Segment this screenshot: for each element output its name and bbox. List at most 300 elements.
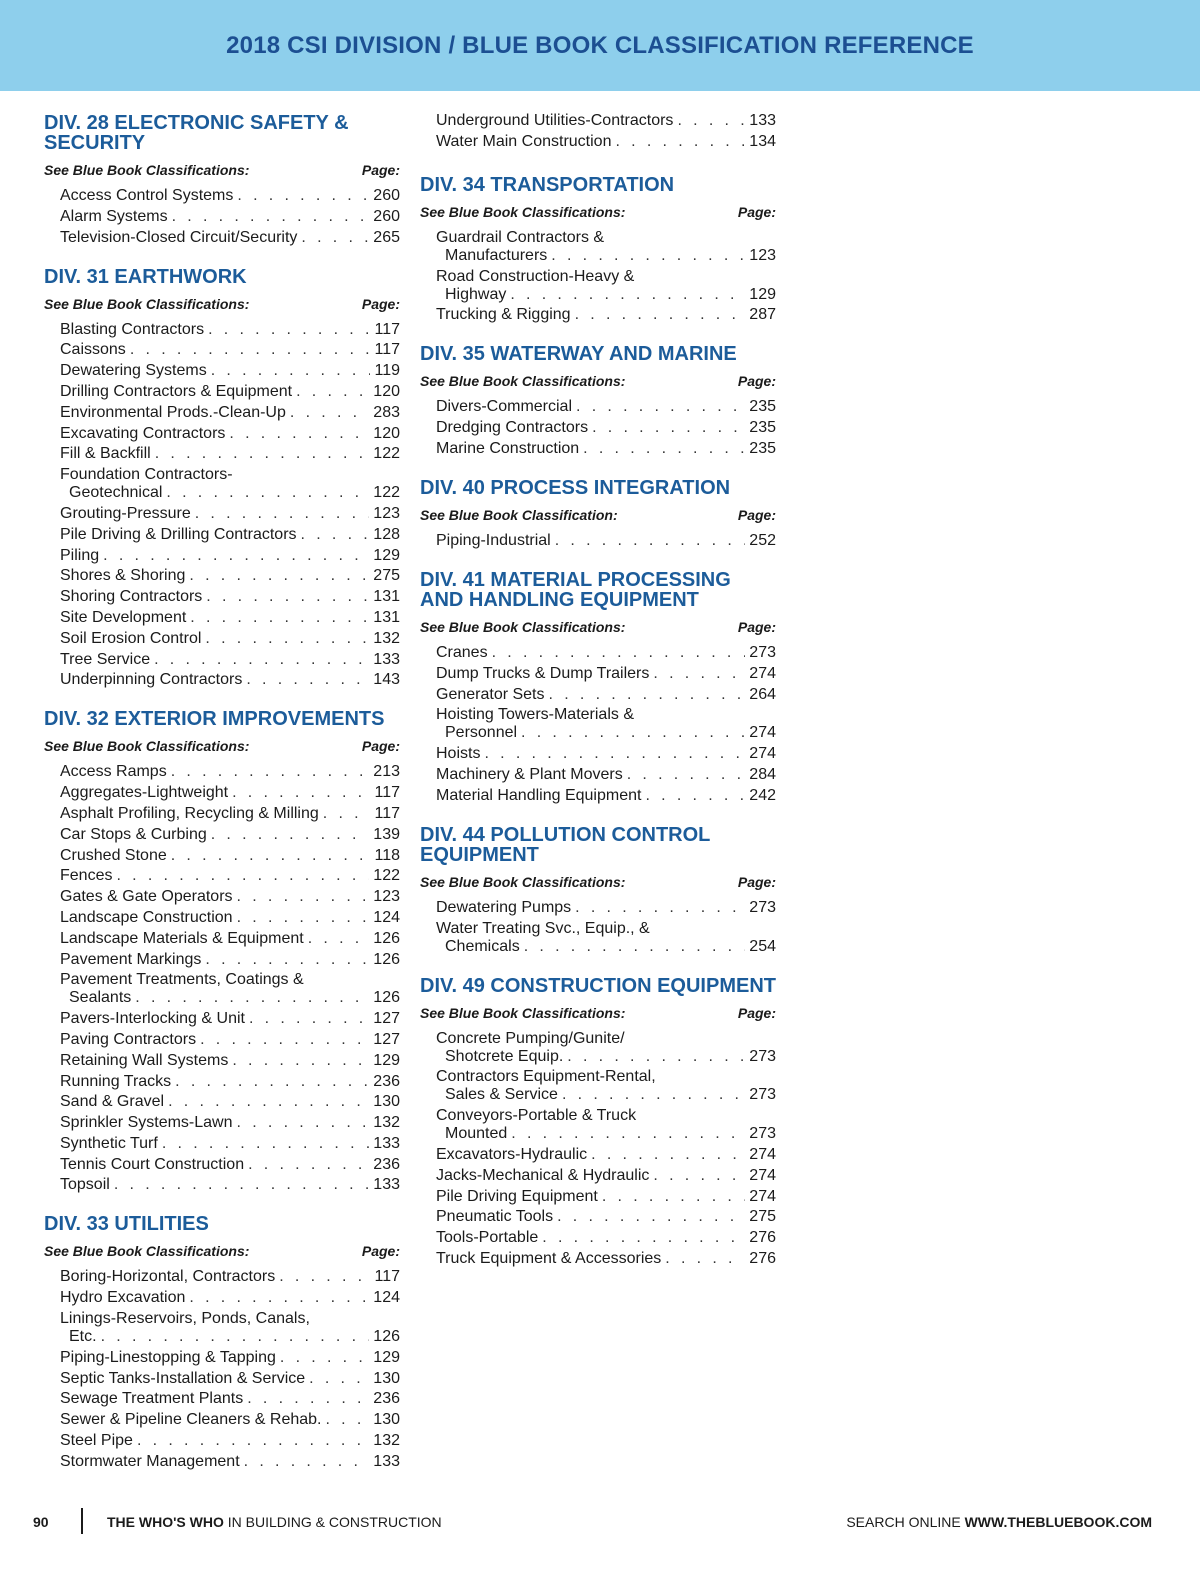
dot-leader bbox=[524, 938, 746, 956]
list-item bbox=[436, 398, 776, 416]
page-column-label: Page: bbox=[361, 738, 400, 755]
dot-leader bbox=[555, 532, 746, 550]
dot-leader bbox=[645, 787, 745, 805]
item-row bbox=[60, 630, 400, 648]
item-page: 127 bbox=[373, 1030, 400, 1048]
list-item bbox=[60, 1289, 400, 1307]
dot-leader bbox=[665, 1250, 745, 1268]
dot-leader bbox=[576, 398, 745, 416]
item-row bbox=[60, 1432, 400, 1450]
page-column-label: Page: bbox=[737, 373, 776, 390]
item-label: Blasting Contractors bbox=[60, 320, 205, 338]
list-item bbox=[436, 419, 776, 437]
item-page: 283 bbox=[373, 403, 400, 421]
item-row bbox=[436, 724, 776, 742]
item-page: 117 bbox=[374, 784, 400, 802]
list-item bbox=[60, 909, 400, 927]
item-label-line1: Contractors Equipment-Rental, bbox=[436, 1068, 656, 1086]
item-page: 275 bbox=[373, 567, 400, 585]
division-section bbox=[44, 709, 400, 1194]
classifications-header bbox=[420, 1005, 776, 1021]
dot-leader bbox=[492, 644, 746, 662]
list-item bbox=[60, 187, 400, 205]
item-label: Sewage Treatment Plants bbox=[60, 1390, 244, 1408]
item-page: 117 bbox=[374, 320, 400, 338]
item-page: 129 bbox=[373, 1051, 400, 1069]
division-section bbox=[420, 344, 776, 458]
item-row bbox=[60, 930, 400, 948]
item-label-line1: Foundation Contractors- bbox=[60, 466, 233, 484]
dot-leader bbox=[602, 1188, 745, 1206]
item-page: 276 bbox=[749, 1229, 776, 1247]
list-item bbox=[60, 888, 400, 906]
item-label: Pneumatic Tools bbox=[436, 1208, 554, 1226]
item-page: 274 bbox=[749, 1166, 776, 1184]
dot-leader bbox=[172, 208, 370, 226]
dot-leader bbox=[323, 805, 371, 823]
item-page: 126 bbox=[373, 1328, 400, 1346]
item-row bbox=[60, 1411, 400, 1429]
item-label: Paving Contractors bbox=[60, 1030, 197, 1048]
list-item bbox=[436, 440, 776, 458]
see-classifications-label: See Blue Book Classifications: bbox=[420, 618, 626, 635]
item-page: 120 bbox=[373, 382, 400, 400]
item-row bbox=[436, 899, 776, 917]
item-label: Sand & Gravel bbox=[60, 1093, 165, 1111]
item-label: Material Handling Equipment bbox=[436, 786, 642, 804]
item-page: 143 bbox=[373, 671, 400, 689]
item-label: Asphalt Profiling, Recycling & Milling bbox=[60, 804, 319, 822]
item-row bbox=[436, 1048, 776, 1066]
item-row bbox=[436, 133, 776, 151]
item-row bbox=[436, 1167, 776, 1185]
list-item bbox=[60, 588, 400, 606]
publication-name-rest: IN BUILDING & CONSTRUCTION bbox=[223, 1514, 442, 1530]
item-label: Underpinning Contractors bbox=[60, 671, 243, 689]
item-row bbox=[60, 362, 400, 380]
right-column bbox=[420, 112, 776, 1288]
item-row bbox=[436, 112, 776, 130]
item-row bbox=[436, 286, 776, 304]
see-classifications-label: See Blue Book Classifications: bbox=[420, 1004, 626, 1021]
see-classifications-label: See Blue Book Classifications: bbox=[420, 373, 626, 390]
left-column bbox=[44, 113, 400, 1491]
item-label: Trucking & Rigging bbox=[436, 306, 571, 324]
item-label-line1: Hoisting Towers-Materials & bbox=[436, 706, 634, 724]
list-item bbox=[436, 268, 776, 304]
dot-leader bbox=[190, 609, 369, 627]
classification-list bbox=[420, 644, 776, 805]
list-item bbox=[60, 1390, 400, 1408]
list-item bbox=[436, 706, 776, 742]
item-label: Piling bbox=[60, 546, 100, 564]
item-label: Sprinkler Systems-Lawn bbox=[60, 1114, 233, 1132]
item-row bbox=[60, 1349, 400, 1367]
dot-leader bbox=[484, 745, 745, 763]
list-item bbox=[436, 644, 776, 662]
item-row bbox=[60, 826, 400, 844]
item-label: Landscape Construction bbox=[60, 908, 233, 926]
list-item bbox=[436, 787, 776, 805]
item-label: Caissons bbox=[60, 341, 126, 359]
item-label-line1: Guardrail Contractors & bbox=[436, 228, 605, 246]
item-row bbox=[60, 187, 400, 205]
item-row bbox=[60, 1268, 400, 1286]
item-row bbox=[60, 1289, 400, 1307]
item-label: Manufacturers bbox=[445, 246, 548, 264]
item-row bbox=[60, 989, 400, 1007]
list-item bbox=[60, 383, 400, 401]
list-item bbox=[60, 630, 400, 648]
division-title: DIV. 34 TRANSPORTATION bbox=[420, 173, 675, 196]
list-item bbox=[60, 1031, 400, 1049]
dot-leader bbox=[308, 930, 370, 948]
item-label: Alarm Systems bbox=[60, 207, 168, 225]
dot-leader bbox=[627, 766, 746, 784]
page-column-label: Page: bbox=[737, 506, 776, 523]
dot-leader bbox=[232, 784, 370, 802]
item-page: 129 bbox=[373, 546, 400, 564]
classification-list bbox=[420, 1030, 776, 1268]
item-page: 119 bbox=[374, 362, 400, 380]
list-item bbox=[60, 526, 400, 544]
item-page: 236 bbox=[373, 1072, 400, 1090]
list-item bbox=[60, 567, 400, 585]
list-item bbox=[436, 745, 776, 763]
list-item bbox=[60, 1135, 400, 1153]
item-label: Hoists bbox=[436, 745, 481, 763]
item-row bbox=[436, 745, 776, 763]
dot-leader bbox=[510, 286, 745, 304]
item-page: 117 bbox=[374, 341, 400, 359]
item-page: 123 bbox=[373, 504, 400, 522]
item-label: Dump Trucks & Dump Trailers bbox=[436, 664, 650, 682]
classifications-header bbox=[420, 619, 776, 635]
dot-leader bbox=[290, 404, 369, 422]
classifications-header bbox=[44, 162, 400, 178]
item-label: Machinery & Plant Movers bbox=[436, 765, 623, 783]
website-link[interactable]: WWW.THEBLUEBOOK.COM bbox=[964, 1514, 1152, 1530]
list-item bbox=[436, 112, 776, 130]
list-item bbox=[60, 362, 400, 380]
list-item bbox=[60, 1349, 400, 1367]
item-page: 129 bbox=[749, 285, 776, 303]
classification-list bbox=[420, 229, 776, 325]
division-section bbox=[44, 113, 400, 247]
dot-leader bbox=[567, 1048, 745, 1066]
classification-list bbox=[420, 112, 776, 151]
classification-list bbox=[420, 899, 776, 956]
page-header bbox=[0, 0, 1200, 91]
item-page: 274 bbox=[749, 1187, 776, 1205]
item-page: 127 bbox=[373, 1010, 400, 1028]
dot-leader bbox=[166, 484, 369, 502]
item-label-line1: Road Construction-Heavy & bbox=[436, 267, 635, 285]
dot-leader bbox=[280, 1349, 369, 1367]
item-row bbox=[60, 1390, 400, 1408]
item-row bbox=[60, 1031, 400, 1049]
item-row bbox=[436, 419, 776, 437]
list-item bbox=[60, 930, 400, 948]
list-item bbox=[60, 1114, 400, 1132]
item-page: 133 bbox=[373, 1452, 400, 1470]
division-title: DIV. 40 PROCESS INTEGRATION bbox=[420, 476, 731, 499]
item-row bbox=[436, 665, 776, 683]
dot-leader bbox=[244, 1453, 370, 1471]
item-label: Access Ramps bbox=[60, 763, 167, 781]
item-row bbox=[60, 505, 400, 523]
item-page: 133 bbox=[373, 1134, 400, 1152]
dot-leader bbox=[237, 187, 369, 205]
item-page: 264 bbox=[749, 685, 776, 703]
division-section bbox=[420, 175, 776, 325]
list-item bbox=[60, 505, 400, 523]
item-label: Shotcrete Equip. bbox=[445, 1047, 564, 1065]
item-page: 274 bbox=[749, 664, 776, 682]
item-row bbox=[436, 1250, 776, 1268]
item-label: Shoring Contractors bbox=[60, 588, 203, 606]
item-label: Synthetic Turf bbox=[60, 1134, 158, 1152]
list-item bbox=[60, 671, 400, 689]
item-row bbox=[436, 1086, 776, 1104]
item-label: Water Main Construction bbox=[436, 132, 612, 150]
division-section bbox=[420, 478, 776, 550]
item-page: 252 bbox=[749, 531, 776, 549]
see-classifications-label: See Blue Book Classifications: bbox=[420, 203, 626, 220]
dot-leader bbox=[557, 1208, 745, 1226]
list-item bbox=[60, 1411, 400, 1429]
item-row bbox=[60, 341, 400, 359]
classifications-header bbox=[44, 1243, 400, 1259]
item-label: Environmental Prods.-Clean-Up bbox=[60, 403, 286, 421]
item-label: Jacks-Mechanical & Hydraulic bbox=[436, 1166, 650, 1184]
item-page: 275 bbox=[749, 1208, 776, 1226]
item-page: 132 bbox=[373, 1432, 400, 1450]
dot-leader bbox=[189, 1289, 369, 1307]
item-row bbox=[60, 567, 400, 585]
item-page: 134 bbox=[749, 132, 776, 150]
item-label-line1: Concrete Pumping/Gunite/ bbox=[436, 1029, 625, 1047]
item-label: Sewer & Pipeline Cleaners & Rehab. bbox=[60, 1411, 322, 1429]
dot-leader bbox=[309, 1370, 369, 1388]
list-item bbox=[436, 1208, 776, 1226]
list-item bbox=[436, 920, 776, 956]
division-title: DIV. 41 MATERIAL PROCESSING AND HANDLING EQUIPMENT bbox=[420, 568, 731, 611]
classification-list bbox=[420, 398, 776, 458]
dot-leader bbox=[208, 321, 370, 339]
item-row bbox=[60, 1328, 400, 1346]
item-row bbox=[60, 383, 400, 401]
classification-list bbox=[44, 1268, 400, 1470]
list-item bbox=[436, 686, 776, 704]
item-label: Tools-Portable bbox=[436, 1229, 539, 1247]
item-label: Stormwater Management bbox=[60, 1452, 240, 1470]
dot-leader bbox=[171, 847, 371, 865]
item-page: 130 bbox=[373, 1411, 400, 1429]
see-classifications-label: See Blue Book Classifications: bbox=[420, 873, 626, 890]
list-item bbox=[60, 1176, 400, 1194]
dot-leader bbox=[168, 1093, 369, 1111]
item-page: 133 bbox=[749, 112, 776, 129]
item-row bbox=[436, 1208, 776, 1226]
dot-leader bbox=[549, 686, 746, 704]
item-row bbox=[60, 229, 400, 247]
dot-leader bbox=[195, 505, 370, 523]
item-page: 128 bbox=[373, 525, 400, 543]
list-item bbox=[60, 1010, 400, 1028]
item-label: Dredging Contractors bbox=[436, 419, 589, 437]
item-row bbox=[436, 247, 776, 265]
page-column-label: Page: bbox=[737, 203, 776, 220]
list-item bbox=[60, 847, 400, 865]
publication-name bbox=[107, 1514, 442, 1530]
item-page: 129 bbox=[373, 1348, 400, 1366]
item-page: 273 bbox=[749, 1125, 776, 1143]
item-row bbox=[436, 787, 776, 805]
dot-leader bbox=[171, 763, 370, 781]
list-item bbox=[436, 665, 776, 683]
item-row bbox=[60, 805, 400, 823]
item-row bbox=[60, 1370, 400, 1388]
item-row bbox=[60, 547, 400, 565]
classification-list bbox=[44, 187, 400, 247]
dot-leader bbox=[101, 1328, 370, 1346]
list-item bbox=[436, 1068, 776, 1104]
item-row bbox=[436, 766, 776, 784]
item-page: 236 bbox=[373, 1155, 400, 1173]
item-page: 273 bbox=[749, 898, 776, 916]
dot-leader bbox=[653, 1167, 745, 1185]
item-page: 122 bbox=[373, 867, 400, 885]
item-label: Retaining Wall Systems bbox=[60, 1051, 229, 1069]
list-item bbox=[60, 208, 400, 226]
dot-leader bbox=[677, 112, 745, 130]
page-column-label: Page: bbox=[361, 1243, 400, 1260]
search-online bbox=[846, 1514, 1152, 1530]
item-row bbox=[60, 671, 400, 689]
list-item bbox=[436, 1250, 776, 1268]
item-label: Soil Erosion Control bbox=[60, 629, 202, 647]
dot-leader bbox=[248, 1156, 369, 1174]
page-number: 90 bbox=[33, 1514, 49, 1530]
item-label: Personnel bbox=[445, 724, 518, 742]
list-item bbox=[60, 1453, 400, 1471]
item-page: 126 bbox=[373, 989, 400, 1007]
item-row bbox=[436, 1125, 776, 1143]
page-column-label: Page: bbox=[737, 1004, 776, 1021]
dot-leader bbox=[229, 425, 369, 443]
item-row bbox=[60, 609, 400, 627]
see-classifications-label: See Blue Book Classifications: bbox=[44, 295, 250, 312]
item-label-line1: Pavement Treatments, Coatings & bbox=[60, 971, 304, 989]
item-row bbox=[60, 1176, 400, 1194]
item-page: 132 bbox=[373, 629, 400, 647]
item-page: 131 bbox=[373, 608, 400, 626]
item-row bbox=[60, 909, 400, 927]
classification-list bbox=[44, 763, 400, 1194]
item-row bbox=[60, 1052, 400, 1070]
item-page: 123 bbox=[373, 888, 400, 906]
item-page: 235 bbox=[749, 398, 776, 416]
item-row bbox=[60, 1010, 400, 1028]
division-title: DIV. 49 CONSTRUCTION EQUIPMENT bbox=[420, 974, 776, 997]
dot-leader bbox=[206, 588, 369, 606]
item-label: Gates & Gate Operators bbox=[60, 888, 233, 906]
item-label: Pile Driving Equipment bbox=[436, 1187, 598, 1205]
dot-leader bbox=[237, 909, 370, 927]
dot-leader bbox=[575, 306, 746, 324]
item-page: 287 bbox=[749, 306, 776, 324]
list-item bbox=[60, 971, 400, 1007]
dot-leader bbox=[325, 1411, 369, 1429]
item-label: Boring-Horizontal, Contractors bbox=[60, 1268, 276, 1286]
item-label: Tree Service bbox=[60, 650, 151, 668]
item-label: Sales & Service bbox=[445, 1086, 558, 1104]
division-section bbox=[420, 825, 776, 956]
list-item bbox=[60, 1156, 400, 1174]
list-item bbox=[436, 133, 776, 151]
item-row bbox=[60, 404, 400, 422]
item-label: Divers-Commercial bbox=[436, 398, 573, 416]
item-page: 254 bbox=[749, 937, 776, 955]
item-label: Excavating Contractors bbox=[60, 424, 226, 442]
item-row bbox=[60, 1114, 400, 1132]
item-row bbox=[60, 651, 400, 669]
classifications-header bbox=[44, 738, 400, 754]
publication-name-bold: THE WHO'S WHO bbox=[107, 1514, 224, 1530]
list-item bbox=[60, 321, 400, 339]
item-page: 260 bbox=[373, 187, 400, 204]
item-label: Steel Pipe bbox=[60, 1432, 133, 1450]
dot-leader bbox=[189, 567, 369, 585]
classifications-header bbox=[420, 507, 776, 523]
item-label: Television-Closed Circuit/Security bbox=[60, 228, 298, 246]
item-label: Car Stops & Curbing bbox=[60, 825, 207, 843]
item-label: Fences bbox=[60, 867, 113, 885]
item-row bbox=[436, 306, 776, 324]
item-label: Grouting-Pressure bbox=[60, 504, 191, 522]
dot-leader bbox=[575, 899, 745, 917]
dot-leader bbox=[551, 247, 745, 265]
list-item bbox=[60, 425, 400, 443]
dot-leader bbox=[301, 229, 369, 247]
dot-leader bbox=[211, 362, 371, 380]
dot-leader bbox=[130, 341, 371, 359]
dot-leader bbox=[155, 445, 370, 463]
list-item bbox=[60, 1073, 400, 1091]
item-label: Drilling Contractors & Equipment bbox=[60, 382, 293, 400]
page-column-label: Page: bbox=[737, 618, 776, 635]
list-item bbox=[60, 1052, 400, 1070]
list-item bbox=[60, 229, 400, 247]
list-item bbox=[60, 466, 400, 502]
item-page: 235 bbox=[749, 419, 776, 437]
item-row bbox=[60, 951, 400, 969]
item-page: 273 bbox=[749, 1086, 776, 1104]
item-label: Septic Tanks-Installation & Service bbox=[60, 1369, 306, 1387]
item-label: Crushed Stone bbox=[60, 846, 167, 864]
list-item bbox=[436, 229, 776, 265]
list-item bbox=[60, 826, 400, 844]
item-row bbox=[60, 784, 400, 802]
item-row bbox=[60, 208, 400, 226]
item-row bbox=[60, 888, 400, 906]
item-row bbox=[436, 1229, 776, 1247]
list-item bbox=[436, 899, 776, 917]
dot-leader bbox=[511, 1125, 745, 1143]
item-row bbox=[436, 398, 776, 416]
page-column-label: Page: bbox=[361, 162, 400, 178]
